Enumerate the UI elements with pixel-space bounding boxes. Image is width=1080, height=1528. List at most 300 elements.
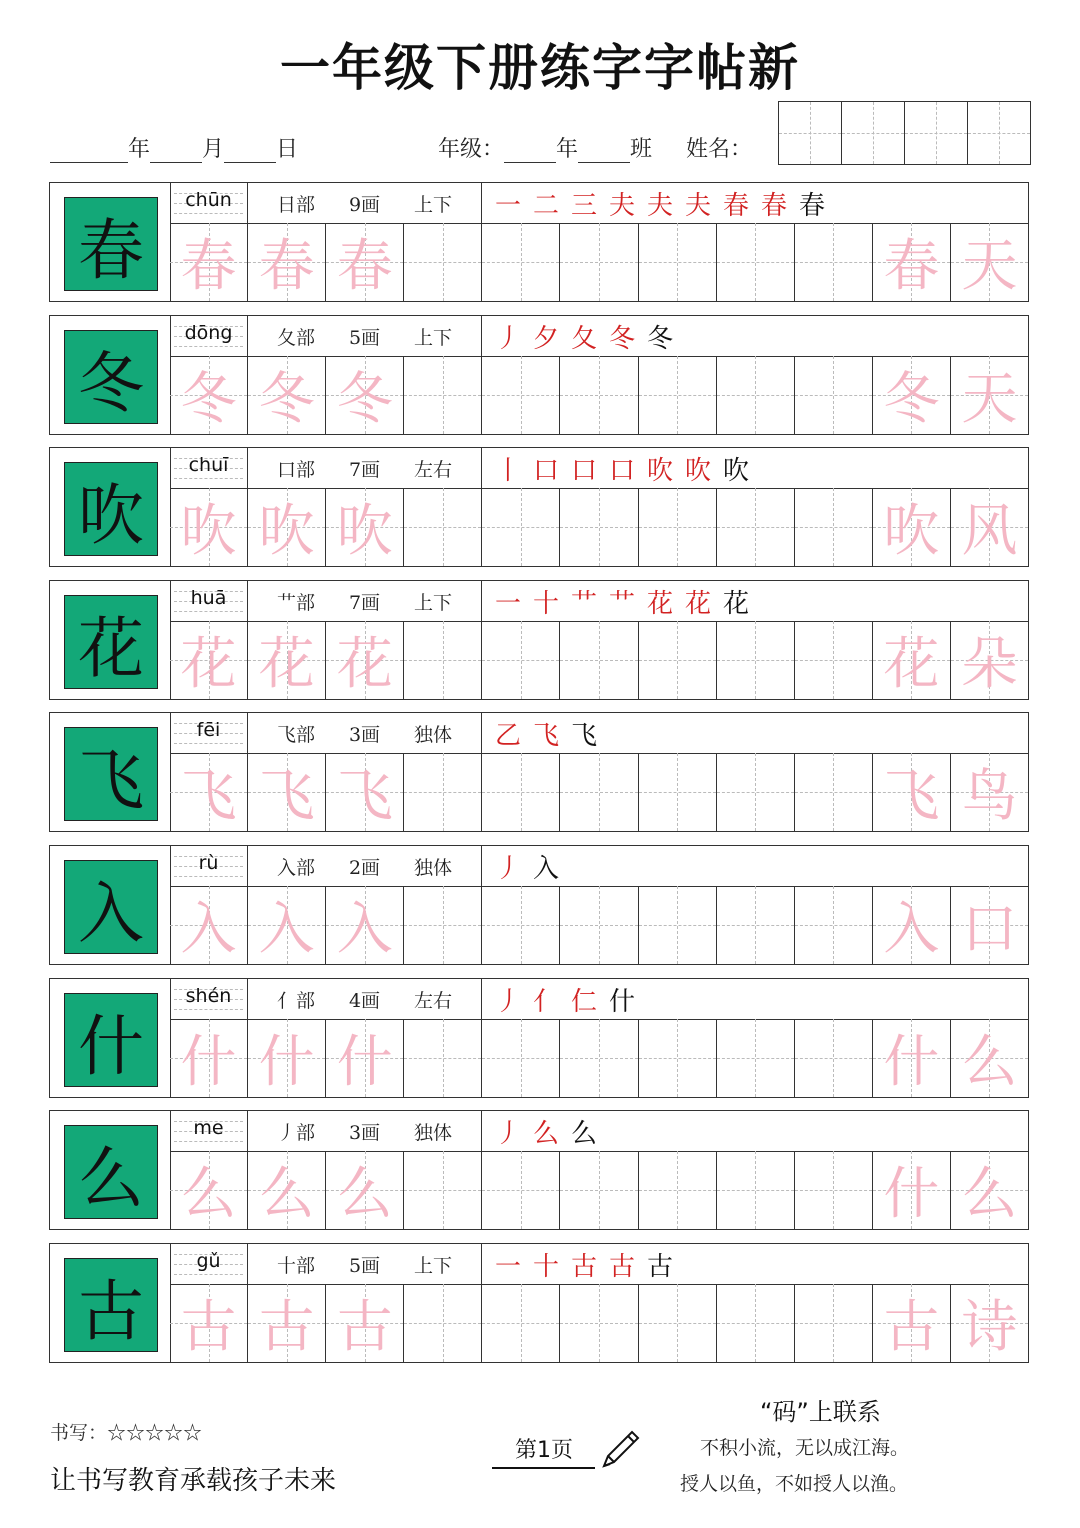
writing-cell[interactable] xyxy=(170,356,248,434)
word-character: 吹 xyxy=(883,499,940,564)
stroke-order xyxy=(492,448,1028,488)
char-meta xyxy=(248,581,482,621)
stroke-count: 3画 xyxy=(348,723,381,746)
trace-character: 入 xyxy=(180,897,237,962)
word-character: 什 xyxy=(883,1162,940,1227)
writing-cell[interactable] xyxy=(170,886,248,964)
model-character: 飞 xyxy=(64,727,158,821)
day-blank[interactable] xyxy=(224,140,276,163)
pinyin: shén xyxy=(185,985,232,1007)
practice-row xyxy=(49,182,1029,302)
radical: 十部 xyxy=(276,1254,315,1277)
grade-label: 年级： xyxy=(438,137,505,162)
trace-character: 什 xyxy=(258,1030,315,1095)
writing-cell[interactable] xyxy=(717,1151,795,1229)
stroke-step: 口 xyxy=(532,455,559,486)
structure: 左右 xyxy=(413,989,452,1012)
info-row xyxy=(170,846,1028,887)
structure: 独体 xyxy=(413,723,452,746)
structure: 独体 xyxy=(413,1121,452,1144)
trace-character: 吹 xyxy=(180,499,237,564)
model-character: 春 xyxy=(64,197,158,291)
writing-cell[interactable] xyxy=(639,753,717,831)
writing-cell[interactable] xyxy=(482,886,560,964)
year-blank[interactable] xyxy=(50,140,128,163)
writing-cell[interactable] xyxy=(639,488,717,566)
stroke-step: 丿 xyxy=(494,323,521,354)
writing-cell[interactable] xyxy=(404,223,482,301)
writing-cell[interactable] xyxy=(404,1284,482,1362)
stroke-step: 什 xyxy=(608,986,635,1017)
writing-cell[interactable] xyxy=(404,886,482,964)
model-character: 入 xyxy=(64,860,158,954)
writing-cell[interactable] xyxy=(482,621,560,699)
stroke-step: 春 xyxy=(722,190,749,221)
info-row xyxy=(170,183,1028,224)
writing-cell[interactable] xyxy=(560,488,638,566)
stroke-step: 入 xyxy=(532,853,559,884)
stroke-step: 吹 xyxy=(684,455,711,486)
radical: 飞部 xyxy=(276,723,315,746)
date-line xyxy=(50,132,298,163)
stroke-step: 吹 xyxy=(722,455,749,486)
writing-cell[interactable] xyxy=(717,1284,795,1362)
stroke-count: 5画 xyxy=(348,326,381,349)
writing-cell[interactable] xyxy=(717,223,795,301)
stroke-step: 夫 xyxy=(646,190,673,221)
trace-character: 花 xyxy=(336,632,393,697)
writing-cell[interactable] xyxy=(639,1284,717,1362)
writing-cell[interactable] xyxy=(170,621,248,699)
word-character: 口 xyxy=(961,897,1018,962)
writing-cell[interactable] xyxy=(326,488,404,566)
name-box[interactable] xyxy=(779,102,842,164)
stroke-step: 古 xyxy=(570,1251,597,1282)
writing-cell[interactable] xyxy=(248,753,326,831)
writing-cell[interactable] xyxy=(717,1019,795,1097)
stroke-count: 7画 xyxy=(348,591,381,614)
model-character: 么 xyxy=(64,1125,158,1219)
trace-character: 飞 xyxy=(180,764,237,829)
trace-character: 古 xyxy=(258,1295,315,1360)
char-meta xyxy=(248,1111,482,1151)
writing-cell[interactable] xyxy=(639,356,717,434)
stroke-count: 9画 xyxy=(348,193,381,216)
writing-cell[interactable] xyxy=(639,886,717,964)
writing-cell[interactable] xyxy=(404,488,482,566)
name-box[interactable] xyxy=(968,102,1030,164)
writing-cell[interactable] xyxy=(248,886,326,964)
stroke-step: 一 xyxy=(494,1251,521,1282)
char-meta xyxy=(248,448,482,488)
writing-cell[interactable] xyxy=(795,356,873,434)
practice-row xyxy=(49,1110,1029,1230)
info-row xyxy=(170,448,1028,489)
writing-cell[interactable] xyxy=(951,223,1028,301)
name-boxes[interactable] xyxy=(778,101,1031,165)
char-meta xyxy=(248,979,482,1019)
stroke-step: 二 xyxy=(532,190,559,221)
writing-grid xyxy=(170,356,1028,434)
writing-cell[interactable] xyxy=(873,886,951,964)
writing-cell[interactable] xyxy=(170,488,248,566)
writing-cell[interactable] xyxy=(326,621,404,699)
writing-cell[interactable] xyxy=(248,488,326,566)
trace-character: 冬 xyxy=(258,367,315,432)
word-character: 风 xyxy=(961,499,1018,564)
writing-cell[interactable] xyxy=(404,621,482,699)
stroke-step: 飞 xyxy=(570,720,597,751)
trace-character: 么 xyxy=(258,1162,315,1227)
trace-character: 飞 xyxy=(336,764,393,829)
practice-row xyxy=(49,845,1029,965)
writing-cell[interactable] xyxy=(560,1019,638,1097)
model-character: 花 xyxy=(64,595,158,689)
writing-cell[interactable] xyxy=(795,886,873,964)
writing-cell[interactable] xyxy=(873,488,951,566)
word-character: 诗 xyxy=(961,1295,1018,1360)
stroke-step: 一 xyxy=(494,190,521,221)
stroke-step: 十 xyxy=(532,1251,559,1282)
stroke-step: 艹 xyxy=(570,588,597,619)
word-character: 什 xyxy=(883,1030,940,1095)
writing-cell[interactable] xyxy=(482,1151,560,1229)
day-label: 日 xyxy=(276,137,299,162)
writing-cell[interactable] xyxy=(873,223,951,301)
month-label: 月 xyxy=(202,137,225,162)
practice-row xyxy=(49,447,1029,567)
writing-cell[interactable] xyxy=(951,753,1028,831)
writing-cell[interactable] xyxy=(248,621,326,699)
slogan: 让书写教育承载孩子未来 xyxy=(50,1466,337,1496)
quote-1: 不积小流，无以成江海。 xyxy=(700,1437,910,1459)
stroke-step: 冬 xyxy=(646,323,673,354)
writing-cell[interactable] xyxy=(717,356,795,434)
pinyin: fēi xyxy=(196,719,221,741)
page-underline xyxy=(492,1467,595,1469)
writing-cell[interactable] xyxy=(404,753,482,831)
writing-cell[interactable] xyxy=(560,356,638,434)
structure: 上下 xyxy=(413,193,452,216)
writing-cell[interactable] xyxy=(170,753,248,831)
trace-character: 春 xyxy=(180,234,237,299)
writing-cell[interactable] xyxy=(248,1019,326,1097)
class-line xyxy=(438,132,752,163)
writing-cell[interactable] xyxy=(717,621,795,699)
writing-grid xyxy=(170,886,1028,964)
char-meta xyxy=(248,183,482,223)
info-row xyxy=(170,1244,1028,1285)
name-box[interactable] xyxy=(842,102,905,164)
writing-cell[interactable] xyxy=(795,1284,873,1362)
stroke-step: 夕 xyxy=(532,323,559,354)
stroke-step: 冬 xyxy=(608,323,635,354)
word-character: 鸟 xyxy=(961,764,1018,829)
word-character: 么 xyxy=(961,1030,1018,1095)
writing-cell[interactable] xyxy=(717,886,795,964)
stroke-order xyxy=(492,1244,1028,1284)
stroke-step: 飞 xyxy=(532,720,559,751)
writing-cell[interactable] xyxy=(248,1284,326,1362)
page-title: 一年级下册练字字帖新 xyxy=(280,39,800,97)
writing-cell[interactable] xyxy=(873,1284,951,1362)
trace-character: 花 xyxy=(180,632,237,697)
stroke-step: 丿 xyxy=(494,1118,521,1149)
writing-grid xyxy=(170,223,1028,301)
stroke-step: 春 xyxy=(760,190,787,221)
stroke-order xyxy=(492,979,1028,1019)
stroke-step: 古 xyxy=(608,1251,635,1282)
char-meta xyxy=(248,713,482,753)
char-meta xyxy=(248,846,482,886)
structure: 上下 xyxy=(413,326,452,349)
radical: 日部 xyxy=(276,193,315,216)
stroke-order xyxy=(492,1111,1028,1151)
writing-cell[interactable] xyxy=(717,488,795,566)
stroke-order xyxy=(492,713,1028,753)
model-character: 古 xyxy=(64,1258,158,1352)
grade-year-label: 年 xyxy=(556,137,579,162)
trace-character: 么 xyxy=(180,1162,237,1227)
model-character: 吹 xyxy=(64,462,158,556)
writing-cell[interactable] xyxy=(248,1151,326,1229)
trace-character: 飞 xyxy=(258,764,315,829)
writing-cell[interactable] xyxy=(404,1019,482,1097)
writing-cell[interactable] xyxy=(170,223,248,301)
stroke-step: 十 xyxy=(532,588,559,619)
stroke-step: 吹 xyxy=(646,455,673,486)
word-character: 天 xyxy=(961,367,1018,432)
word-character: 春 xyxy=(883,234,940,299)
trace-character: 冬 xyxy=(180,367,237,432)
writing-grid xyxy=(170,621,1028,699)
writing-cell[interactable] xyxy=(873,1019,951,1097)
stroke-step: 口 xyxy=(608,455,635,486)
stroke-order xyxy=(492,316,1028,356)
radical: 亻部 xyxy=(276,989,315,1012)
writing-cell[interactable] xyxy=(170,1284,248,1362)
stroke-order xyxy=(492,183,1028,223)
trace-character: 吹 xyxy=(336,499,393,564)
writing-cell[interactable] xyxy=(404,356,482,434)
writing-cell[interactable] xyxy=(560,621,638,699)
trace-character: 吹 xyxy=(258,499,315,564)
writing-cell[interactable] xyxy=(795,753,873,831)
writing-cell[interactable] xyxy=(482,488,560,566)
pinyin: rù xyxy=(198,852,219,874)
writing-cell[interactable] xyxy=(639,1151,717,1229)
info-row xyxy=(170,1111,1028,1152)
contact-text: “码”上联系 xyxy=(760,1398,881,1426)
writing-cell[interactable] xyxy=(873,753,951,831)
stroke-step: 夫 xyxy=(684,190,711,221)
writing-grid xyxy=(170,488,1028,566)
stroke-step: 丨 xyxy=(494,455,521,486)
word-character: 朵 xyxy=(961,632,1018,697)
stroke-step: 春 xyxy=(798,190,825,221)
writing-cell[interactable] xyxy=(951,621,1028,699)
writing-cell[interactable] xyxy=(951,1151,1028,1229)
info-row xyxy=(170,581,1028,622)
word-character: 么 xyxy=(961,1162,1018,1227)
writing-cell[interactable] xyxy=(326,1019,404,1097)
char-meta xyxy=(248,1244,482,1284)
structure: 上下 xyxy=(413,591,452,614)
practice-row xyxy=(49,1243,1029,1363)
writing-cell[interactable] xyxy=(951,1284,1028,1362)
writing-cell[interactable] xyxy=(795,1019,873,1097)
writing-cell[interactable] xyxy=(717,753,795,831)
writing-cell[interactable] xyxy=(795,1151,873,1229)
model-character: 冬 xyxy=(64,330,158,424)
writing-cell[interactable] xyxy=(795,488,873,566)
radical: 口部 xyxy=(276,458,315,481)
radical: 艹部 xyxy=(276,591,315,614)
stroke-count: 7画 xyxy=(348,458,381,481)
writing-cell[interactable] xyxy=(326,753,404,831)
writing-cell[interactable] xyxy=(560,1151,638,1229)
stroke-step: 口 xyxy=(570,455,597,486)
month-blank[interactable] xyxy=(150,140,202,163)
writing-grid xyxy=(170,1151,1028,1229)
page-number: 第1页 xyxy=(515,1438,573,1463)
stroke-step: 夂 xyxy=(570,323,597,354)
radical: 夂部 xyxy=(276,326,315,349)
pen-icon xyxy=(598,1428,642,1472)
model-character: 什 xyxy=(64,993,158,1087)
radical: 丿部 xyxy=(276,1121,315,1144)
stroke-step: 么 xyxy=(570,1118,597,1149)
word-character: 入 xyxy=(883,897,940,962)
stroke-order xyxy=(492,846,1028,886)
stroke-step: 花 xyxy=(646,588,673,619)
stroke-step: 丿 xyxy=(494,986,521,1017)
stroke-step: 亻 xyxy=(532,986,559,1017)
radical: 入部 xyxy=(276,856,315,879)
stroke-order xyxy=(492,581,1028,621)
word-character: 古 xyxy=(883,1295,940,1360)
name-label: 姓名： xyxy=(686,137,753,162)
writing-cell[interactable] xyxy=(560,886,638,964)
pinyin: huā xyxy=(190,587,227,609)
practice-row xyxy=(49,315,1029,435)
quote-2: 授人以鱼，不如授人以渔。 xyxy=(680,1473,909,1495)
structure: 上下 xyxy=(413,1254,452,1277)
writing-cell[interactable] xyxy=(560,753,638,831)
trace-character: 么 xyxy=(336,1162,393,1227)
writing-grid xyxy=(170,753,1028,831)
trace-character: 古 xyxy=(336,1295,393,1360)
stroke-step: 夫 xyxy=(608,190,635,221)
writing-cell[interactable] xyxy=(639,223,717,301)
writing-grid xyxy=(170,1284,1028,1362)
word-character: 花 xyxy=(883,632,940,697)
trace-character: 入 xyxy=(258,897,315,962)
trace-character: 古 xyxy=(180,1295,237,1360)
writing-cell[interactable] xyxy=(326,223,404,301)
word-character: 冬 xyxy=(883,367,940,432)
char-meta xyxy=(248,316,482,356)
year-label: 年 xyxy=(128,137,151,162)
writing-cell[interactable] xyxy=(404,1151,482,1229)
writing-cell[interactable] xyxy=(248,356,326,434)
writing-cell[interactable] xyxy=(482,1284,560,1362)
pinyin: chūn xyxy=(185,189,232,211)
stroke-step: 艹 xyxy=(608,588,635,619)
writing-cell[interactable] xyxy=(795,621,873,699)
structure: 左右 xyxy=(413,458,452,481)
word-character: 飞 xyxy=(883,764,940,829)
class-blank[interactable] xyxy=(578,140,630,163)
writing-cell[interactable] xyxy=(951,356,1028,434)
writing-cell[interactable] xyxy=(326,1151,404,1229)
writing-cell[interactable] xyxy=(326,886,404,964)
trace-character: 花 xyxy=(258,632,315,697)
practice-row xyxy=(49,712,1029,832)
writing-cell[interactable] xyxy=(951,488,1028,566)
stroke-step: 丿 xyxy=(494,853,521,884)
stroke-count: 2画 xyxy=(348,856,381,879)
trace-character: 春 xyxy=(258,234,315,299)
structure: 独体 xyxy=(413,856,452,879)
writing-cell[interactable] xyxy=(795,223,873,301)
stroke-count: 4画 xyxy=(348,989,381,1012)
writing-cell[interactable] xyxy=(170,1151,248,1229)
writing-cell[interactable] xyxy=(326,1284,404,1362)
pinyin: gǔ xyxy=(196,1250,221,1272)
pinyin: chuī xyxy=(188,454,229,476)
pinyin: dōng xyxy=(184,322,233,344)
writing-cell[interactable] xyxy=(482,753,560,831)
writing-cell[interactable] xyxy=(326,356,404,434)
trace-character: 入 xyxy=(336,897,393,962)
name-box[interactable] xyxy=(905,102,968,164)
grade-blank[interactable] xyxy=(504,140,556,163)
stroke-step: 古 xyxy=(646,1251,673,1282)
writing-cell[interactable] xyxy=(873,356,951,434)
class-label: 班 xyxy=(630,137,653,162)
writing-cell[interactable] xyxy=(248,223,326,301)
writing-cell[interactable] xyxy=(482,1019,560,1097)
stroke-count: 3画 xyxy=(348,1121,381,1144)
writing-cell[interactable] xyxy=(482,223,560,301)
writing-cell[interactable] xyxy=(482,356,560,434)
rating: 书写：☆☆☆☆☆ xyxy=(50,1422,203,1444)
writing-cell[interactable] xyxy=(170,1019,248,1097)
writing-cell[interactable] xyxy=(951,1019,1028,1097)
info-row xyxy=(170,979,1028,1020)
info-row xyxy=(170,713,1028,754)
writing-cell[interactable] xyxy=(873,621,951,699)
practice-row xyxy=(49,978,1029,1098)
info-row xyxy=(170,316,1028,357)
writing-cell[interactable] xyxy=(560,1284,638,1362)
stroke-step: 花 xyxy=(684,588,711,619)
stroke-step: 仁 xyxy=(570,986,597,1017)
writing-cell[interactable] xyxy=(639,1019,717,1097)
writing-cell[interactable] xyxy=(873,1151,951,1229)
writing-cell[interactable] xyxy=(560,223,638,301)
writing-cell[interactable] xyxy=(639,621,717,699)
writing-cell[interactable] xyxy=(951,886,1028,964)
writing-grid xyxy=(170,1019,1028,1097)
stroke-step: 花 xyxy=(722,588,749,619)
stroke-step: 么 xyxy=(532,1118,559,1149)
stroke-step: 乙 xyxy=(494,720,521,751)
stroke-step: 一 xyxy=(494,588,521,619)
practice-row xyxy=(49,580,1029,700)
trace-character: 冬 xyxy=(336,367,393,432)
